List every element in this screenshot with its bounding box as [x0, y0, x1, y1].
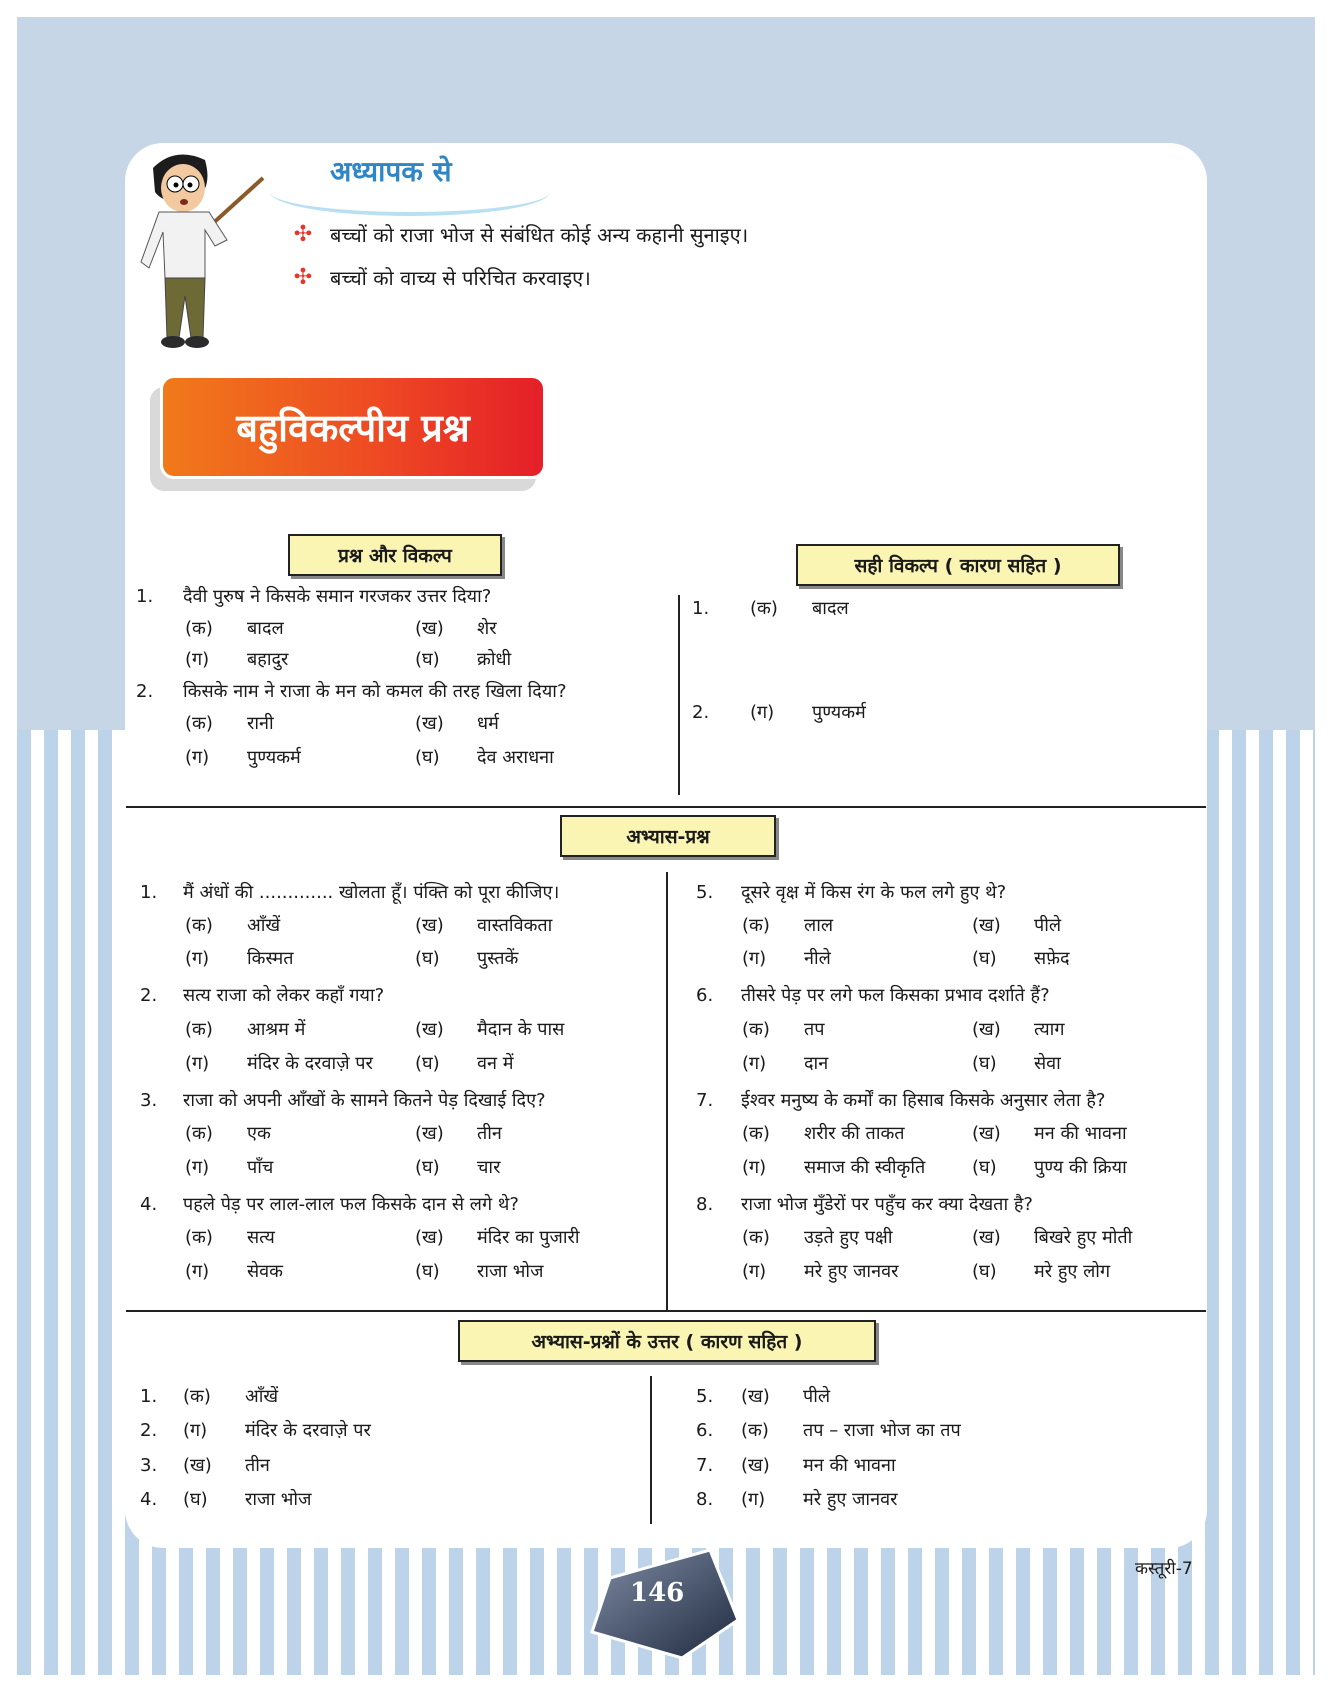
question-text: दूसरे वृक्ष में किस रंग के फल लगे हुए थे? [741, 882, 1007, 903]
answer-number: 2. [692, 702, 710, 723]
answer: (घ) राजा भोज [183, 1489, 312, 1510]
practice-questions-label: अभ्यास-प्रश्न [560, 815, 776, 857]
answer-number: 7. [696, 1455, 714, 1476]
option: (ख) मन की भावना [972, 1123, 1127, 1144]
option: (ख) धर्म [415, 713, 499, 734]
option: (घ) पुस्तकें [415, 948, 519, 969]
teacher-tip [292, 264, 591, 291]
option: (क) लाल [742, 915, 834, 936]
teacher-tip-text: बच्चों को राजा भोज से संबंधित कोई अन्य कहानी सुनाइए। [330, 223, 749, 247]
option: (क) आश्रम में [185, 1019, 306, 1040]
option: (ग) किस्मत [185, 948, 294, 969]
option: (ख) बिखरे हुए मोती [972, 1227, 1133, 1248]
question-text: दैवी पुरुष ने किसके समान गरजकर उत्तर दिया? [183, 586, 492, 607]
flower-bullet-icon: ✣ [293, 222, 313, 247]
option: (क) तप [742, 1019, 825, 1040]
column-divider [650, 1376, 652, 1524]
teacher-tip-text: बच्चों को वाच्य से परिचित करवाइए। [330, 266, 591, 290]
option: (ख) मैदान के पास [415, 1019, 565, 1040]
question-text: पहले पेड़ पर लाल-लाल फल किसके दान से लगे थे? [183, 1194, 519, 1215]
answer-number: 2. [140, 1420, 158, 1441]
question-text: किसके नाम ने राजा के मन को कमल की तरह खिला दिया? [183, 681, 567, 702]
option: (ग) पुण्यकर्म [185, 747, 301, 768]
answer-number: 8. [696, 1489, 714, 1510]
option: (ग) नीले [742, 948, 831, 969]
option: (ग) मंदिर के दरवाज़े पर [185, 1053, 373, 1074]
question-number: 3. [140, 1090, 158, 1111]
answer-number: 1. [692, 598, 710, 619]
answer-number: 6. [696, 1420, 714, 1441]
option: (ग) दान [742, 1053, 829, 1074]
option: (ख) वास्तविकता [415, 915, 553, 936]
question-number: 8. [696, 1194, 714, 1215]
teacher-section-title: अध्यापक से [330, 155, 452, 188]
option: (घ) सेवा [972, 1053, 1061, 1074]
option: (घ) वन में [415, 1053, 514, 1074]
question-number: 1. [136, 586, 154, 607]
answer-number: 3. [140, 1455, 158, 1476]
teacher-tip [292, 221, 748, 248]
answer: (ख) मन की भावना [741, 1455, 896, 1476]
question-text: मैं अंधों की ............. खोलता हूँ। पंक्ति को पूरा कीजिए। [183, 882, 560, 903]
question-number: 2. [140, 985, 158, 1006]
option: (घ) राजा भोज [415, 1261, 544, 1282]
option: (क) शरीर की ताकत [742, 1123, 905, 1144]
answer: (ख) तीन [183, 1455, 270, 1476]
option: (क) उड़ते हुए पक्षी [742, 1227, 893, 1248]
option: (क) बादल [185, 618, 284, 639]
option: (ख) शेर [415, 618, 497, 639]
question-text: राजा को अपनी आँखों के सामने कितने पेड़ दिखाई दिए? [183, 1090, 546, 1111]
column-divider [678, 595, 680, 795]
answer: (क) तप – राजा भोज का तप [741, 1420, 961, 1441]
option: (क) एक [185, 1123, 271, 1144]
option: (घ) क्रोधी [415, 649, 512, 670]
option: (क) सत्य [185, 1227, 275, 1248]
answer: (क) आँखें [183, 1386, 279, 1407]
answers-label: अभ्यास-प्रश्नों के उत्तर ( कारण सहित ) [458, 1320, 876, 1362]
option: (क) आँखें [185, 915, 281, 936]
answer-number: 4. [140, 1489, 158, 1510]
option: (ख) तीन [415, 1123, 502, 1144]
option: (घ) पुण्य की क्रिया [972, 1157, 1127, 1178]
question-number: 2. [136, 681, 154, 702]
flower-bullet-icon: ✣ [293, 265, 313, 290]
option: (ग) पाँच [185, 1157, 274, 1178]
option: (ग) सेवक [185, 1261, 283, 1282]
book-name: कस्तूरी-7 [1135, 1559, 1193, 1579]
mcq-banner [160, 375, 546, 479]
question-number: 7. [696, 1090, 714, 1111]
page-number: 146 [630, 1578, 685, 1608]
answer: (क) बादल [750, 598, 849, 619]
question-number: 4. [140, 1194, 158, 1215]
answer: (ग) मंदिर के दरवाज़े पर [183, 1420, 371, 1441]
option: (घ) चार [415, 1157, 501, 1178]
question-text: तीसरे पेड़ पर लगे फल किसका प्रभाव दर्शाते हैं? [741, 985, 1050, 1006]
option: (ख) मंदिर का पुजारी [415, 1227, 580, 1248]
option: (घ) सफ़ेद [972, 948, 1070, 969]
section-divider [126, 1310, 1206, 1312]
option: (ग) मरे हुए जानवर [742, 1261, 899, 1282]
option: (ग) समाज की स्वीकृति [742, 1157, 926, 1178]
answer-number: 1. [140, 1386, 158, 1407]
section-divider [126, 806, 1206, 808]
answer-number: 5. [696, 1386, 714, 1407]
question-text: ईश्वर मनुष्य के कर्मों का हिसाब किसके अनुसार लेता है? [741, 1090, 1106, 1111]
option: (ख) पीले [972, 915, 1062, 936]
question-number: 6. [696, 985, 714, 1006]
question-text: सत्य राजा को लेकर कहाँ गया? [183, 985, 385, 1006]
question-text: राजा भोज मुँडेरों पर पहुँच कर क्या देखता है? [741, 1194, 1033, 1215]
option: (घ) मरे हुए लोग [972, 1261, 1111, 1282]
option: (ग) बहादुर [185, 649, 289, 670]
correct-options-label: सही विकल्प ( कारण सहित ) [796, 544, 1120, 586]
mcq-banner-text: बहुविकल्पीय प्रश्न [236, 405, 470, 450]
question-number: 1. [140, 882, 158, 903]
answer: (ग) मरे हुए जानवर [741, 1489, 898, 1510]
option: (ख) त्याग [972, 1019, 1065, 1040]
answer: (ग) पुण्यकर्म [750, 702, 866, 723]
option: (घ) देव अराधना [415, 747, 554, 768]
teacher-illustration [135, 148, 285, 358]
questions-options-label: प्रश्न और विकल्प [288, 534, 502, 576]
option: (क) रानी [185, 713, 274, 734]
question-number: 5. [696, 882, 714, 903]
column-divider [666, 872, 668, 1310]
answer: (ख) पीले [741, 1386, 831, 1407]
